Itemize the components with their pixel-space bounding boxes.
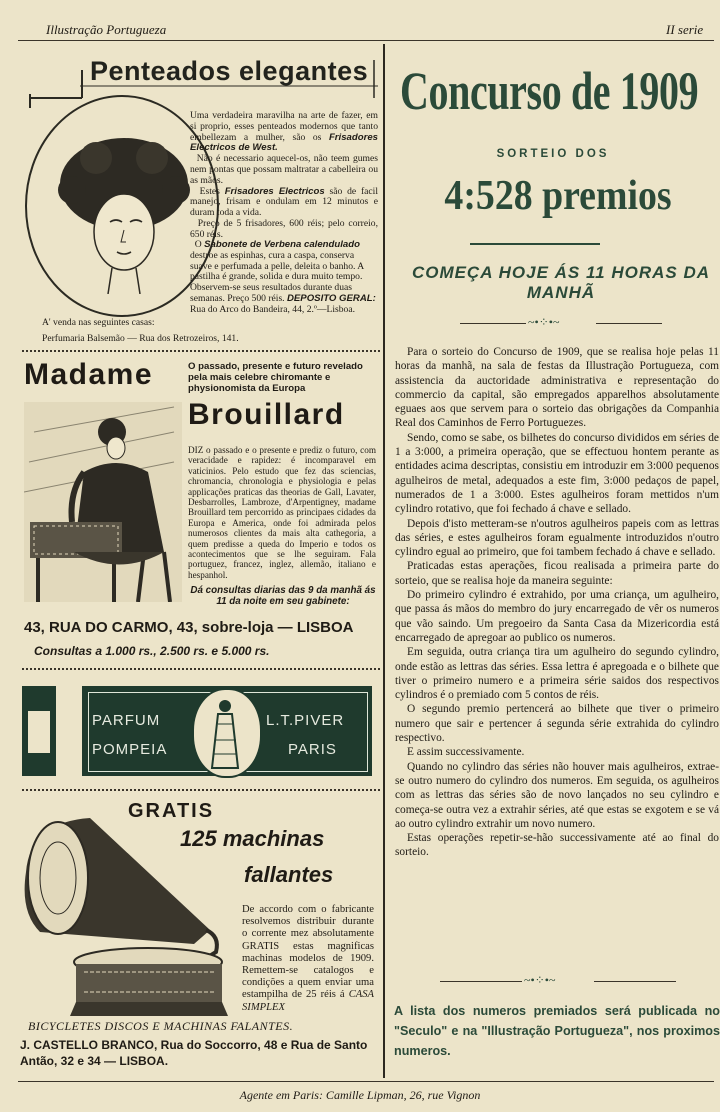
article-kicker: SORTEIO DOS xyxy=(496,148,610,160)
fortune-teller-illustration xyxy=(24,402,182,602)
ornament-rule-right xyxy=(596,323,662,324)
article-paragraph: Praticadas estas aperações, ficou realisada a primeira parte do sorteio, que se realisa hoje da maneira seguinte: xyxy=(395,560,719,587)
article-paragraph: Depois d'isto metteram-se n'outros agulheiros papeis com as lettras das séries, e estes agulheiros foram egualmente introduzidos n'outro cylindro egual ao primeiro, que foi tambem fechado á chave e sellado. xyxy=(395,517,719,559)
ad-penteados-sabonete: O Sabonete de Verbena calendulado destroe as espinhas, cura a caspa, conserva suave e perfumada a pelle, deleita o banho. A pastilha é grande, solida e dura muito tempo. Observem-se seus resultados durante duas semanas. Preço 500 réis. DEPOSITO GERAL: Rua do Arco do Bandeira, 44, 2.º—Lisboa. xyxy=(190,239,376,315)
ad-parfum-side-inset xyxy=(27,710,51,754)
footer-agent: Agente em Paris: Camille Lipman, 26, rue Vignon xyxy=(239,1088,481,1102)
ornament-icon: ~•⁘•~ xyxy=(528,315,560,329)
classical-figure-icon xyxy=(204,696,246,770)
ad-penteados-text: Uma verdadeira maravilha na arte de fazer, em si proprio, esses penteados modernos que tanto embellezam a mulher, são os Frisadores Electricos de West. Não é necessario aquecel-os, não teem gumes nem pontas que possam maltratar a cabelleira ou as mãos. Estes Frisadores Electricos são de facil manejo, frisam e ondulam em 12 minutos e duram toda a vida. Preço de 5 frisadores, 600 réis; pelo correio, 650 réis. xyxy=(190,110,379,240)
article-paragraph: E assim successivamente. xyxy=(407,746,525,759)
ad-madame-name: Brouillard xyxy=(188,398,345,431)
column-divider xyxy=(383,44,385,1078)
article-paragraph: Para o sorteio do Concurso de 1909, que se realisa hoje pelas 11 horas da manhã, na sala de festas da Illustração Portugueza, com assistencia da auctoridade administrativa e representação do commercio da capital, são empregados apparelhos absolutamente eguaes aos que servem para o sorteio das obrigações da Companhia Real dos Caminhos de Ferro Portuguezes. xyxy=(395,346,719,430)
ad-madame-hours: Dá consultas diarias das 9 da manhã ás 11 da noite em seu gabinete: xyxy=(190,585,376,607)
footer-rule xyxy=(18,1081,714,1082)
article-headline: COMEÇA HOJE ÁS 11 HORAS DA MANHÃ xyxy=(411,263,711,302)
article-paragraph: Em seguida, outra criança tira um agulheiro do segundo cylindro, onde estão as lettras das séries. Essa lettra é apregoada e o bilhete que tiver o primeiro numero e a primeira série saidos dos respectivos cylindros é o premiado com 5 contos de réis. xyxy=(395,646,719,702)
article-lista-notice: A lista dos numeros premiados será publicada no "Seculo" e na "Illustração Portugueza", nos proximos numeros. xyxy=(394,1004,720,1058)
dotted-separator xyxy=(22,350,380,352)
ad-penteados-sales-label: A' venda nas seguintes casas: xyxy=(42,317,155,328)
woman-portrait-illustration xyxy=(44,134,204,294)
ornament-rule-right xyxy=(594,981,676,982)
ad-gratis-heading: GRATIS xyxy=(128,800,215,822)
ad-madame-heading: Madame xyxy=(24,358,154,391)
ad-parfum-word: PARFUM xyxy=(92,712,161,729)
title-rule xyxy=(470,243,600,245)
dotted-separator xyxy=(22,789,380,791)
header-rule xyxy=(18,40,714,41)
ad-gratis-count: 125 machinas xyxy=(180,826,325,851)
article-paragraph: O segundo premio pertencerá ao bilhete que tiver o primeiro numero que sair e pertencer á segunda série extrahida do cylindro respectivo. xyxy=(395,703,719,745)
running-header-title: Illustração Portugueza xyxy=(46,22,167,37)
ad-pompeia-word: POMPEIA xyxy=(92,741,168,758)
ad-gratis-text: De accordo com o fabricante resolvemos distribuir durante o corrente mez absolutamente GRATIS estas magnificas machinas modelos de 1909. Remettem-se catalogos e condições a quem enviar uma estampilha de 25 réis á CASA SIMPLEX xyxy=(242,904,374,1013)
ad-piver-word: L.T.PIVER xyxy=(266,712,345,729)
article-paragraph: Quando no cylindro das séries não houver mais agulheiros, extrae-se outro numero do cylindro dos numeros. Em seguida, os agulheiros com as lettras das séries são de novo lançados no seu cylindro e começa-se outra vez a extrahir séries, até que estas se exgotem e se vá ao outro cylindro extrahir um novo numero. xyxy=(395,760,719,830)
ad-madame-subtitle: O passado, presente e futuro revelado pela mais celebre chiromante e physionomista da Europa xyxy=(188,361,363,394)
ad-penteados-perfumaria: Perfumaria Balsemão — Rua dos Retrozeiros, 141. xyxy=(42,333,239,344)
ad-gratis-bicycletes: BICYCLETES DISCOS E MACHINAS FALANTES. xyxy=(28,1019,294,1033)
article-paragraph: Estas operações repetir-se-hão successivamente até ao final do sorteio. xyxy=(395,832,719,859)
article-title: Concurso de 1909 xyxy=(400,61,699,121)
ad-madame-text: DIZ o passado e o presente e prediz o futuro, com veracidade e rapidez: é incomparavel em vaticinios. Pelo estudo que fez das sciencias, chromancia, chronologia e physiologia e pelas applicações praticas das theorias de Gall, Lavater, Desbarrolles, Lambroze, d'Arpentigney, madame Brouillard tem percorrido as principaes cidades da Europa e America, onde foi admirada pelos numerosos clientes da mais alta cathegoria, a quem predisse a queda do Imperio e todos os acontecimentos que se lhe seguiram. Fala portuguez, francez, inglez, allemão, italiano e hespanhol. xyxy=(188,445,376,580)
dotted-separator xyxy=(22,668,380,670)
ornament-rule-left xyxy=(460,323,526,324)
ornament-icon: ~•⁘•~ xyxy=(524,973,556,987)
ad-gratis-address: J. CASTELLO BRANCO, Rua do Soccorro, 48 e Rua de Santo Antão, 32 e 34 — LISBOA. xyxy=(20,1038,368,1068)
running-header-series: II serie xyxy=(666,22,704,37)
ornament-rule-left xyxy=(440,981,522,982)
ad-penteados-title: Penteados elegantes xyxy=(90,56,369,86)
ad-madame-address: 43, RUA DO CARMO, 43, sobre-loja — LISBOA xyxy=(24,619,354,636)
article-body xyxy=(395,345,719,860)
ad-madame-prices: Consultas a 1.000 rs., 2.500 rs. e 5.000 rs. xyxy=(34,644,270,658)
ad-paris-word: PARIS xyxy=(288,741,337,758)
gramophone-illustration xyxy=(20,812,240,1017)
article-prizes: 4:528 premios xyxy=(444,173,672,219)
article-paragraph: Sendo, como se sabe, os bilhetes do concurso divididos em séries de 1 a 3:000, a primeira operação, que se effectuou hontem perante as entidades acima descriptas, consistiu em introduzir em 3:000 pequenos agulheiros de metal, adequados a este fim, 3:000 pedaços de papel, numerados de 1 a 3:000. Estes agulheiros foram mettidos n'um cylindro rotativo, que foi fechado á chave e sellado. xyxy=(395,431,719,516)
article-paragraph: Do primeiro cylindro é extrahido, por uma criança, um agulheiro, que passa ás mãos do membro do jury encarregado de vêr os numeros que vão saindo. Um pregoeiro da Santa Casa da Mizericordia está encarregado de apregoar ao publico os numeros. xyxy=(395,589,719,644)
ad-gratis-fallantes: fallantes xyxy=(244,862,334,887)
